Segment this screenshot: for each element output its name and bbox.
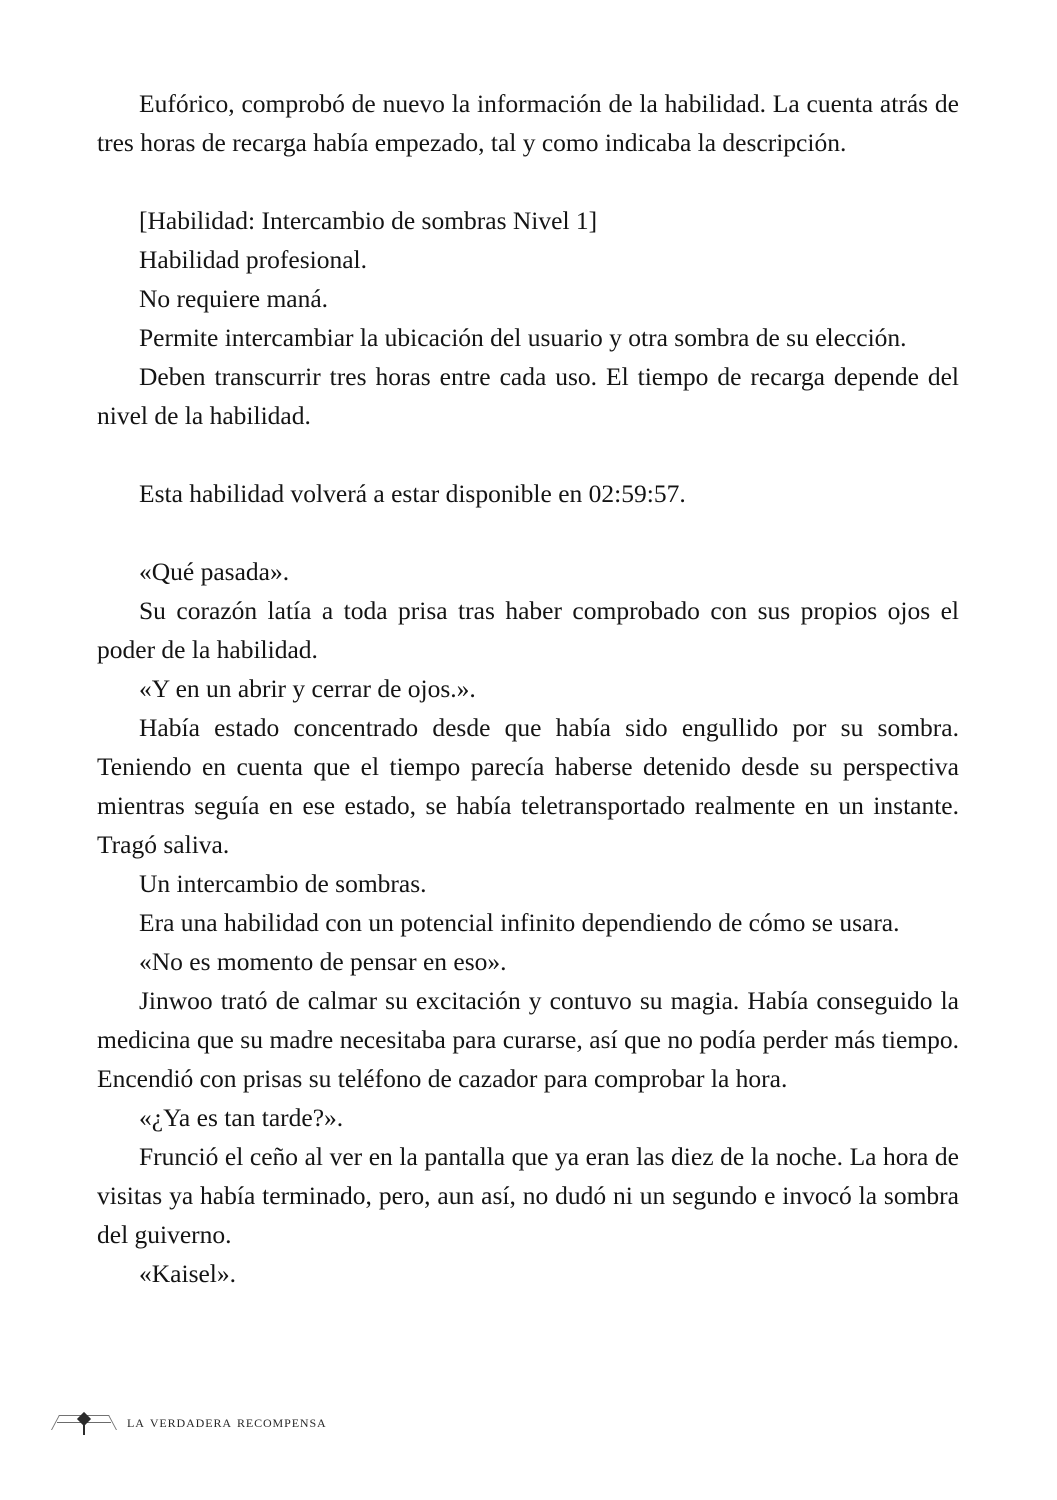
paragraph-body-8: Jinwoo trató de calmar su excitación y contuvo su magia. Había conseguido la medicina que su madre necesitaba para curarse, así que no podía perder más tiempo. Encendió con prisas su teléfono de cazador para comprobar la hora.: [97, 986, 959, 1093]
skill-effect: Permite intercambiar la ubicación del usuario y otra sombra de su elección.: [139, 323, 907, 352]
paragraph-body-10: Frunció el ceño al ver en la pantalla que ya eran las diez de la noche. La hora de visitas ya había terminado, pero, aun así, no dudó ni un segundo e invocó la sombra del guiverno.: [97, 1142, 959, 1249]
running-title: la verdadera recompensa: [127, 1412, 327, 1431]
skill-cooldown-rule: Deben transcurrir tres horas entre cada uso. El tiempo de recarga depende del nivel de la habilidad.: [97, 362, 959, 430]
paragraph-body-5: Un intercambio de sombras.: [139, 869, 427, 898]
paragraph-spacer: [97, 162, 959, 201]
skill-type: Habilidad profesional.: [139, 245, 368, 274]
paragraph-body-2: Su corazón latía a toda prisa tras haber comprobado con sus propios ojos el poder de la habilidad.: [97, 596, 959, 664]
paragraph-body-4: Había estado concentrado desde que había sido engullido por su sombra. Teniendo en cuenta que el tiempo parecía haberse detenido desde su perspectiva mientras seguía en ese estado, se había teletransportado realmente en un instante. Tragó saliva.: [97, 713, 959, 859]
cooldown-spacer: [97, 513, 959, 552]
paragraph-body-1: «Qué pasada».: [139, 557, 290, 586]
skill-mana-cost: No requiere maná.: [139, 284, 329, 313]
cooldown-notice: Esta habilidad volverá a estar disponible en 02:59:57.: [139, 479, 686, 508]
paragraph-body-7: «No es momento de pensar en eso».: [139, 947, 507, 976]
skill-info-box: [97, 201, 959, 435]
skill-box-spacer: [97, 435, 959, 474]
paragraph-intro: Eufórico, comprobó de nuevo la información de la habilidad. La cuenta atrás de tres horas de recarga había empezado, tal y como indicaba la descripción.: [97, 89, 959, 157]
page-text-block: [97, 84, 959, 1293]
skill-title: [Habilidad: Intercambio de sombras Nivel 1]: [139, 206, 598, 235]
page-footer: [55, 1402, 555, 1442]
paragraph-body-11: «Kaisel».: [139, 1259, 237, 1288]
wing-diamond-ornament-icon: [55, 1405, 113, 1439]
paragraph-body-6: Era una habilidad con un potencial infinito dependiendo de cómo se usara.: [139, 908, 900, 937]
paragraph-body-3: «Y en un abrir y cerrar de ojos.».: [139, 674, 476, 703]
paragraph-body-9: «¿Ya es tan tarde?».: [139, 1103, 344, 1132]
